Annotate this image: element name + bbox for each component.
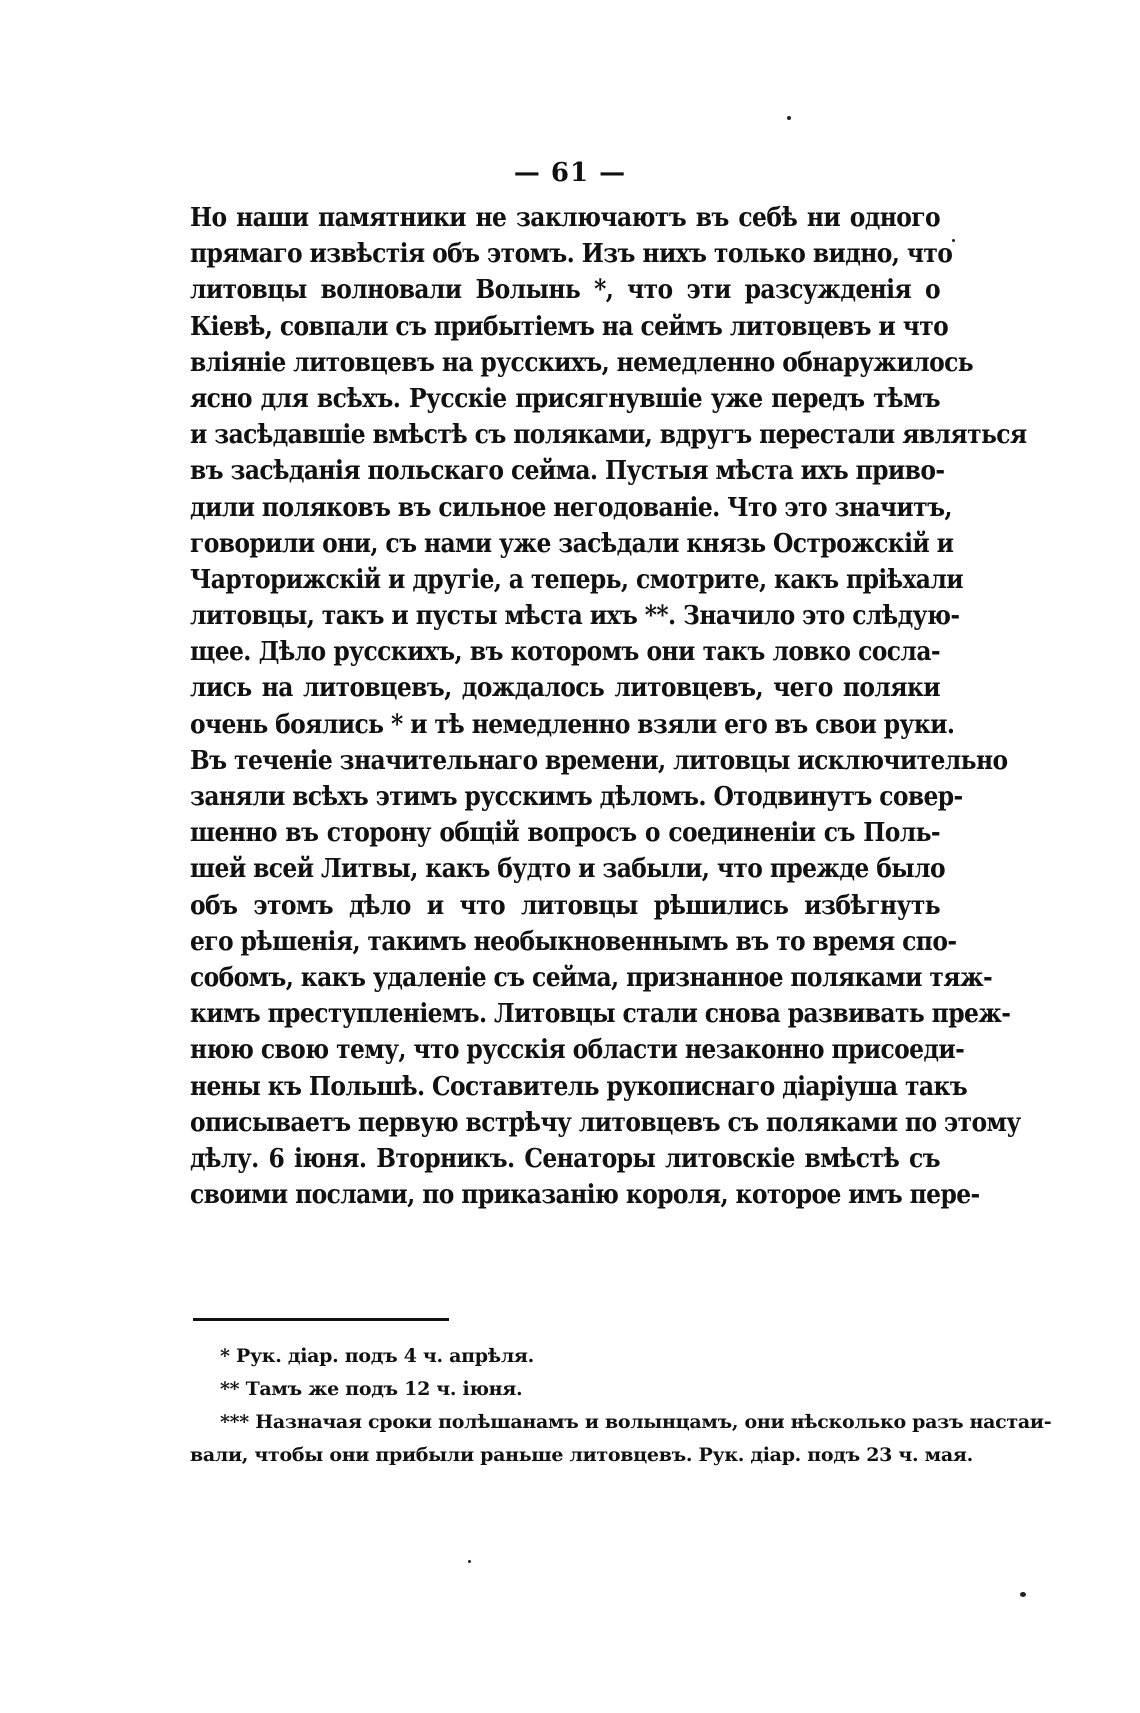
body-line: говорили они, съ нами уже засѣдали князь Острожскій и — [190, 528, 954, 559]
body-line: очень боялись * и тѣ немедленно взяли его въ свои руки. — [190, 709, 955, 740]
body-line: дили поляковъ въ сильное негодованіе. Что это значитъ, — [190, 492, 952, 523]
body-line: вліяніе литовцевъ на русскихъ, немедленно обнаружилось — [190, 347, 974, 378]
print-speck — [952, 239, 955, 242]
page-number: — 61 — — [513, 158, 627, 188]
body-line: ясно для всѣхъ. Русскіе присягнувшіе уже передъ тѣмъ — [190, 383, 940, 414]
body-line: нюю свою тему, что русскія области незаконно присоеди- — [190, 1035, 965, 1066]
body-line: литовцы, такъ и пусты мѣста ихъ **. Значило это слѣдую- — [190, 601, 960, 632]
body-line: его рѣшенія, такимъ необыкновеннымъ въ то время спо- — [190, 926, 957, 957]
body-line: шей всей Литвы, какъ будто и забыли, что прежде было — [190, 854, 945, 885]
body-line: своими послами, по приказанію короля, которое имъ пере- — [190, 1180, 980, 1211]
body-line: описываетъ первую встрѣчу литовцевъ съ поляками по этому — [190, 1107, 1021, 1138]
body-line: щее. Дѣло русскихъ, въ которомъ они такъ ловко сосла- — [190, 637, 940, 668]
body-line: шенно въ сторону общій вопросъ о соединеніи съ Поль- — [190, 818, 940, 849]
body-line: Чарторижскій и другіе, а теперь, смотрите, какъ пріѣхали — [190, 564, 964, 595]
body-line: въ засѣданія польскаго сейма. Пустыя мѣста ихъ приво- — [190, 456, 945, 487]
body-line: литовцы волновали Волынь *, что эти разсужденія о — [190, 275, 940, 306]
body-line: и засѣдавшіе вмѣстѣ съ поляками, вдругъ перестали являться — [190, 420, 1027, 451]
body-text — [190, 200, 1027, 1213]
body-line: заняли всѣхъ этимъ русскимъ дѣломъ. Отодвинутъ совер- — [190, 782, 963, 812]
print-speck — [1020, 1592, 1026, 1597]
body-line: дѣлу. 6 іюня. Вторникъ. Сенаторы литовскіе вмѣстѣ съ — [190, 1143, 940, 1174]
body-line: собомъ, какъ удаленіе съ сейма, признанное поляками тяж- — [190, 962, 993, 993]
print-speck — [787, 116, 791, 120]
body-line: лись на литовцевъ, дождалось литовцевъ, чего поляки — [190, 673, 940, 704]
body-line: Въ теченіе значительнаго времени, литовцы исключительно — [190, 745, 1008, 776]
body-line: объ этомъ дѣло и что литовцы рѣшились избѣгнуть — [190, 890, 940, 921]
body-line: прямаго извѣстія объ этомъ. Изъ нихъ только видно, что — [190, 239, 953, 270]
footnote: *** Назначая сроки полѣшанамъ и волынцамъ, они нѣсколько разъ настаи- — [220, 1411, 1052, 1433]
body-line: Но наши памятники не заключаютъ въ себѣ ни одного — [190, 203, 940, 233]
body-line: нены къ Польшѣ. Составитель рукописнаго діаріуша такъ — [190, 1071, 968, 1102]
footnote: ** Тамъ же подъ 12 ч. іюня. — [220, 1378, 523, 1400]
footnote-divider — [193, 1318, 449, 1321]
footnote: вали, чтобы они прибыли раньше литовцевъ. Рук. діар. подъ 23 ч. мая. — [190, 1444, 973, 1466]
body-line: Кіевѣ, совпали съ прибытіемъ на сеймъ литовцевъ и что — [190, 311, 949, 342]
print-speck — [468, 1560, 471, 1563]
body-line: кимъ преступленіемъ. Литовцы стали снова развивать преж- — [190, 999, 1011, 1030]
footnote: * Рук. діар. подъ 4 ч. апрѣля. — [220, 1345, 534, 1367]
footnotes — [190, 1340, 1052, 1472]
